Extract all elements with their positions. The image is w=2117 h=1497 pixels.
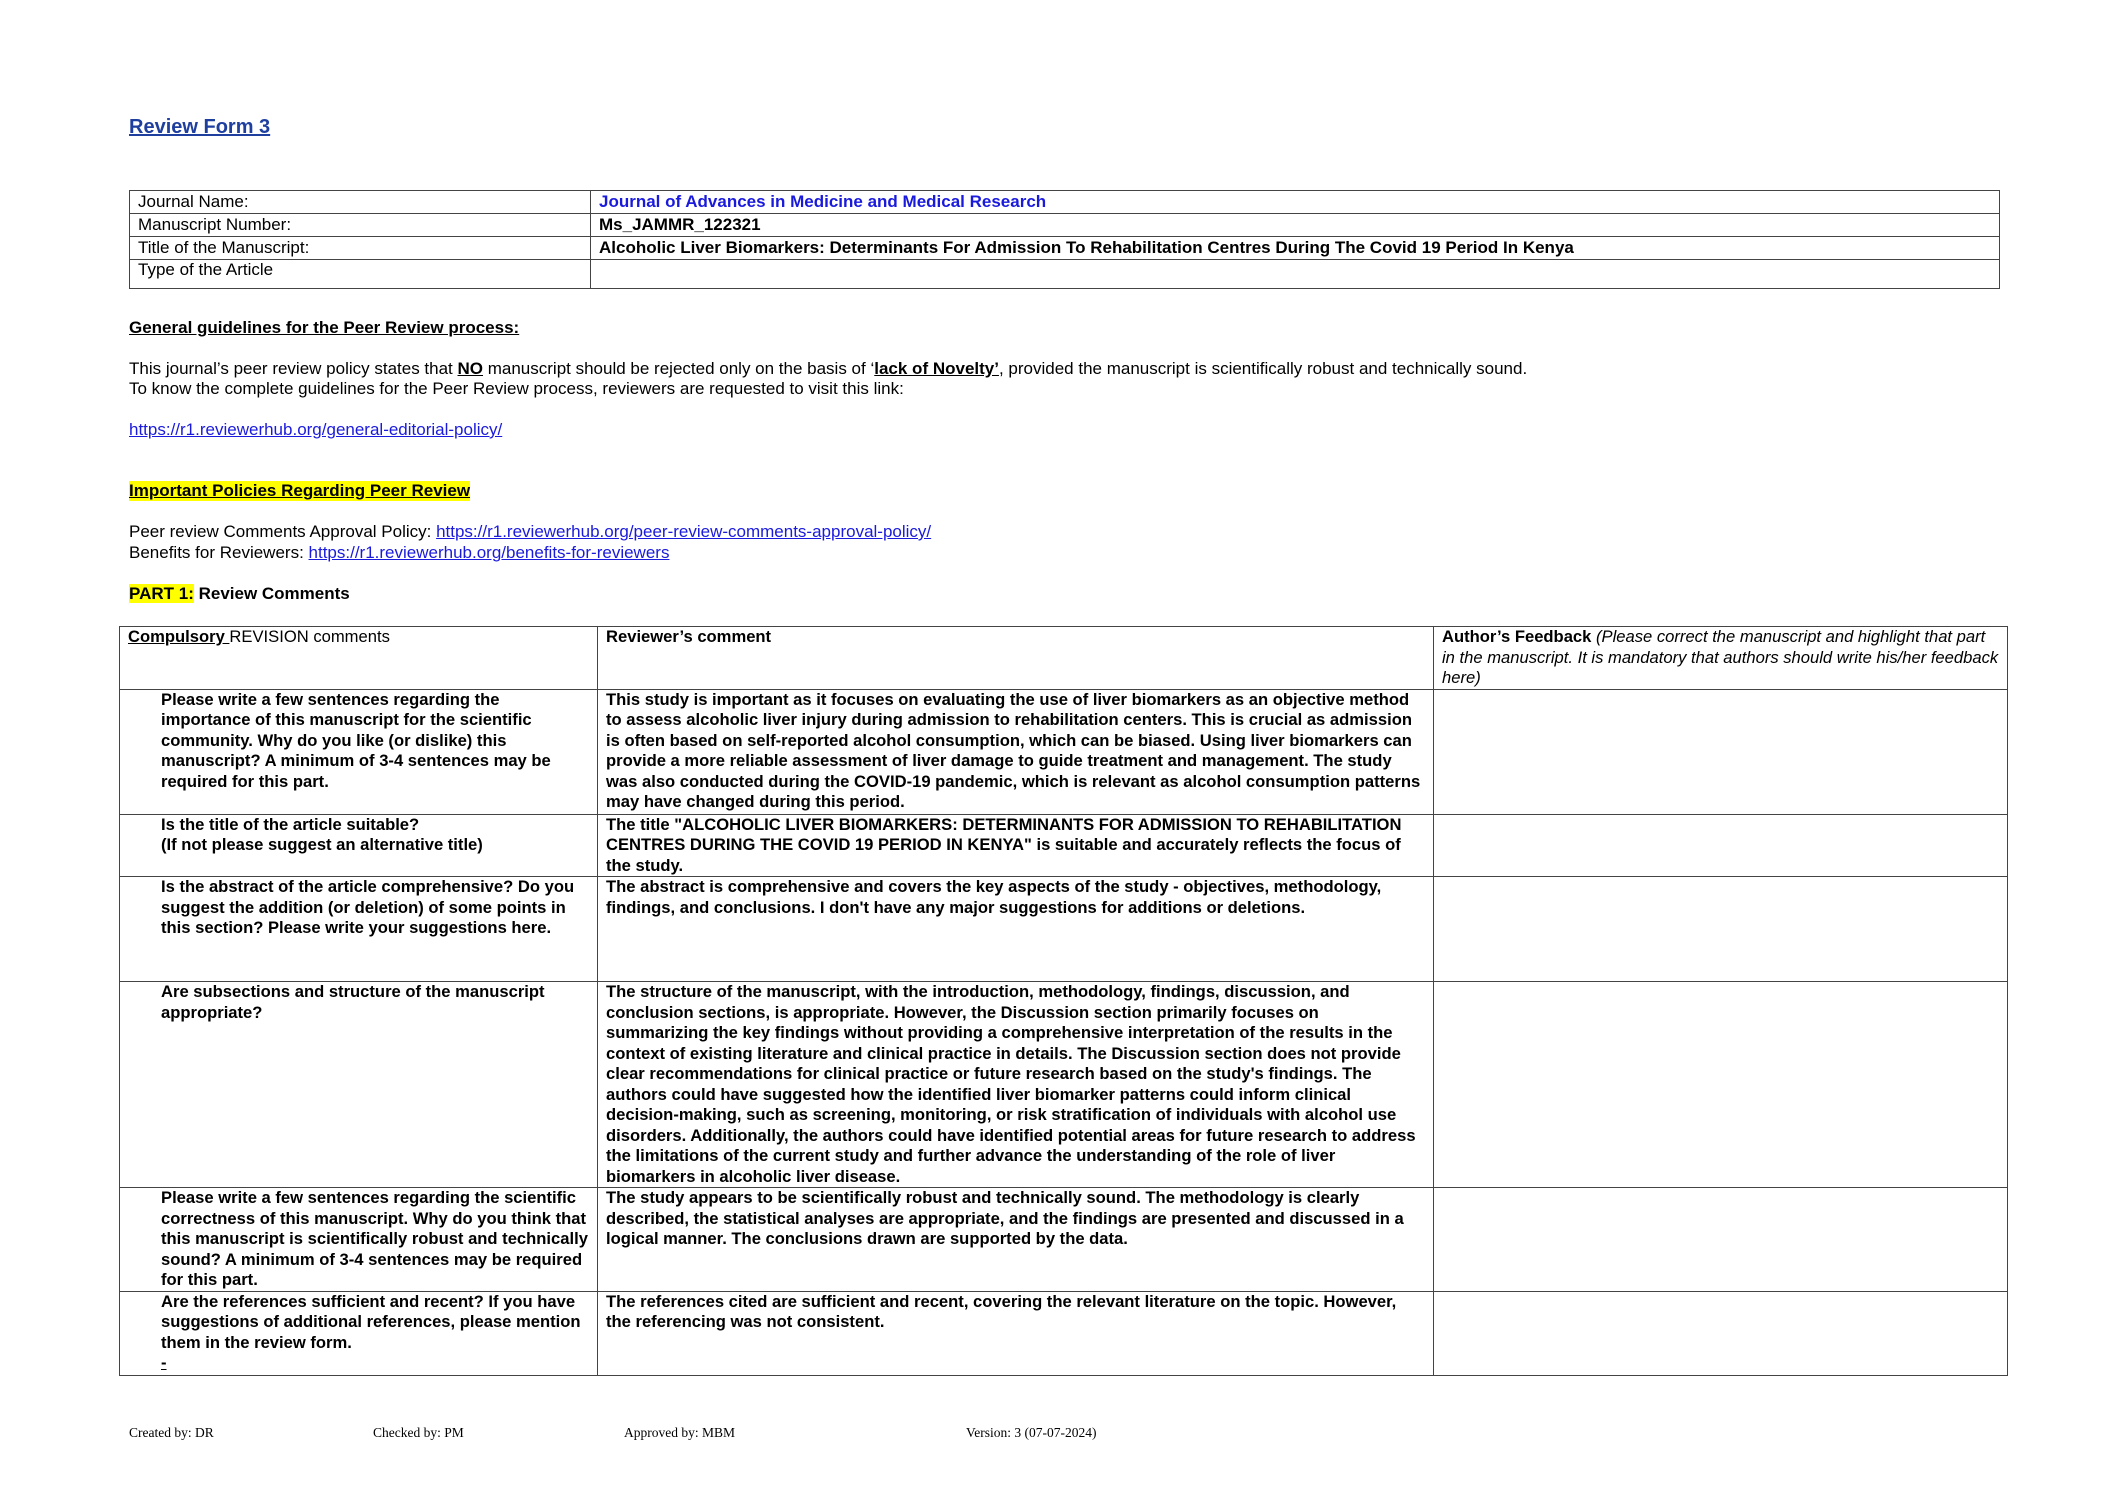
author-feedback-cell[interactable] [1434,982,2008,1188]
reviewer-comment: The study appears to be scientifically robust and technically sound. The methodology is clearly described, the statistical analyses are appropriate, and the findings are presented and discussed in a logical manner. The conclusions drawn are supported by the data. [598,1188,1434,1292]
manuscript-info-table [129,190,2000,289]
part1-title: Review Comments [193,584,350,603]
footer-approved-by: Approved by: MBM [624,1425,735,1440]
question-structure: Are subsections and structure of the manuscript appropriate? [120,982,598,1188]
editorial-policy-link[interactable]: https://r1.reviewerhub.org/general-editorial-policy/ [129,420,503,439]
reviewer-comment: The structure of the manuscript, with the introduction, methodology, findings, discussion, and conclusion sections, is appropriate. However, the Discussion section primarily focuses on summarizing the key findings without providing a comprehensive interpretation of the results in the context of existing literature and clinical practice in details. The Discussion section does not provide clear recommendations for clinical practice or future research based on the study's findings. The authors could have suggested how the identified liver biomarker patterns could inform clinical decision-making, such as screening, monitoring, or risk stratification of individuals with alcohol use disorders. Additionally, the authors could have identified potential areas for future research to address the limitations of the current study and further advance the understanding of the role of liver biomarkers in alcoholic liver disease. [598,982,1434,1188]
manuscript-number-label: Manuscript Number: [130,214,591,237]
question-text: Are the references sufficient and recent? If you have suggestions of additional references, please mention them in the review form. [161,1291,581,1352]
reviewer-comment: The references cited are sufficient and recent, covering the relevant literature on the topic. However, the referencing was not consistent. [598,1291,1434,1375]
manuscript-title-label: Title of the Manuscript: [130,237,591,260]
table-row [130,214,2000,237]
part1-label: PART 1: [129,584,194,603]
manuscript-title-value: Alcoholic Liver Biomarkers: Determinants For Admission To Rehabilitation Centres During The Covid 19 Period In Kenya [591,237,2000,260]
benefits-line [129,543,669,563]
table-row [120,689,2008,814]
approval-policy-line [129,522,931,542]
author-feedback-instructions: (Please correct the manuscript and highlight that part in the manuscript. It is mandatory that authors should write his/her feedback here) [1442,627,1999,687]
question-references [120,1291,598,1375]
table-row [120,814,2008,877]
author-feedback-cell[interactable] [1434,689,2008,814]
table-row [130,191,2000,214]
important-policies-heading: Important Policies Regarding Peer Review [129,481,471,500]
policy-text: , provided the manuscript is scientifically robust and technically sound. [998,359,1528,378]
page-title: Review Form 3 [129,116,271,138]
table-row [120,1188,2008,1292]
guidelines-heading: General guidelines for the Peer Review process: [129,318,520,337]
reviewer-comment: This study is important as it focuses on evaluating the use of liver biomarkers as an objective method to assess alcoholic liver injury during admission to rehabilitation centers. This is crucial as admission is often based on self-reported alcohol consumption, which can be biased. Using liver biomarkers can provide a more reliable assessment of liver damage to guide treatment and management. The study was also conducted during the COVID-19 pandemic, which is relevant as alcohol consumption patterns may have changed during this period. [598,689,1434,814]
question-extra: - [161,1353,167,1372]
guidelines-policy-text [129,359,1527,379]
table-header-row [120,627,2008,690]
approval-policy-label: Peer review Comments Approval Policy: [129,522,437,541]
author-feedback-cell[interactable] [1434,1188,2008,1292]
footer-version: Version: 3 (07-07-2024) [966,1425,1097,1440]
reviewer-comment: The title "ALCOHOLIC LIVER BIOMARKERS: DETERMINANTS FOR ADMISSION TO REHABILITATION CENTRES DURING THE COVID 19 PERIOD IN KENYA" is suitable and accurately reflects the focus of the study. [598,814,1434,877]
col-header-compulsory [120,627,598,690]
policy-text: This journal’s peer review policy states that [129,359,458,378]
revision-label: REVISION comments [229,627,390,646]
benefits-label: Benefits for Reviewers: [129,543,309,562]
footer-checked-by: Checked by: PM [373,1425,464,1440]
journal-name-value: Journal of Advances in Medicine and Medical Research [591,191,2000,214]
author-feedback-label: Author’s Feedback [1442,627,1592,646]
compulsory-label: Compulsory [128,627,230,646]
guidelines-link-intro: To know the complete guidelines for the Peer Review process, reviewers are requested to visit this link: [129,379,904,398]
table-row [120,877,2008,982]
author-feedback-cell[interactable] [1434,1291,2008,1375]
question-title: Is the title of the article suitable? (If not please suggest an alternative title) [120,814,598,877]
question-scientific-correctness: Please write a few sentences regarding the scientific correctness of this manuscript. Why do you think that this manuscript is scientifically robust and technically sound? A minimum of 3-4 sentences may be required for this part. [120,1188,598,1292]
question-abstract: Is the abstract of the article comprehensive? Do you suggest the addition (or deletion) of some points in this section? Please write your suggestions here. [120,877,598,982]
author-feedback-cell[interactable] [1434,814,2008,877]
table-row [130,260,2000,289]
footer-created-by: Created by: DR [129,1425,214,1440]
novelty-emphasis: lack of Novelty’ [874,359,999,378]
reviewer-comment: The abstract is comprehensive and covers the key aspects of the study - objectives, methodology, findings, and conclusions. I don't have any major suggestions for additions or deletions. [598,877,1434,982]
manuscript-number-value: Ms_JAMMR_122321 [591,214,2000,237]
part1-heading [129,584,350,604]
col-header-reviewer-comment: Reviewer’s comment [598,627,1434,690]
no-emphasis: NO [457,359,484,378]
article-type-label: Type of the Article [130,260,591,289]
author-feedback-cell[interactable] [1434,877,2008,982]
policy-text: manuscript should be rejected only on the basis of ‘ [483,359,875,378]
review-comments-table [119,626,2008,1376]
table-row [120,1291,2008,1375]
table-row [130,237,2000,260]
journal-name-label: Journal Name: [130,191,591,214]
col-header-author-feedback [1434,627,2008,690]
question-importance: Please write a few sentences regarding the importance of this manuscript for the scientific community. Why do you like (or dislike) this manuscript? A minimum of 3-4 sentences may be required for this part. [120,689,598,814]
approval-policy-link[interactable]: https://r1.reviewerhub.org/peer-review-comments-approval-policy/ [436,522,932,541]
table-row [120,982,2008,1188]
article-type-value [591,260,2000,289]
benefits-link[interactable]: https://r1.reviewerhub.org/benefits-for-reviewers [308,543,670,562]
